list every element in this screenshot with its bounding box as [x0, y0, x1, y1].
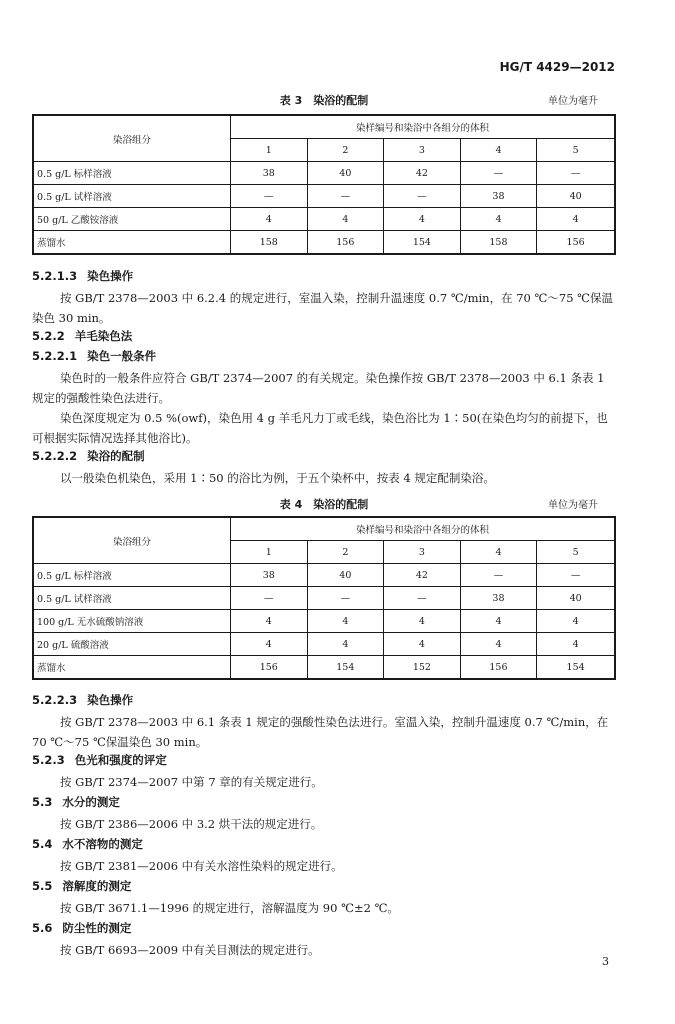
cell: 4 — [231, 610, 308, 633]
section-title: 染浴的配制 — [87, 449, 145, 463]
heading-5-2-2-1 — [32, 348, 156, 364]
table-row — [33, 610, 615, 633]
cell: — — [231, 185, 308, 208]
cell: — — [460, 162, 537, 185]
heading-5-3 — [32, 794, 120, 810]
section-number: 5.6 — [32, 921, 53, 935]
cell: 40 — [537, 185, 615, 208]
cell: — — [537, 162, 615, 185]
section-title: 溶解度的测定 — [62, 879, 132, 893]
table3-span-header: 染样编号和染浴中各组分的体积 — [231, 115, 616, 139]
table3-col-number: 5 — [537, 139, 615, 162]
cell: 4 — [537, 633, 615, 656]
heading-5-2-2-3 — [32, 692, 133, 708]
row-label: 蒸馏水 — [33, 656, 231, 680]
table3-col-number: 2 — [307, 139, 384, 162]
table3-caption: 表 3 染浴的配制 — [279, 94, 369, 107]
cell: — — [384, 587, 461, 610]
cell: 40 — [537, 587, 615, 610]
table3-col-number: 1 — [231, 139, 308, 162]
cell: 4 — [231, 208, 308, 231]
cell: 158 — [231, 231, 308, 255]
section-number: 5.4 — [32, 837, 53, 851]
cell: 4 — [384, 633, 461, 656]
cell: 40 — [307, 564, 384, 587]
table-row — [33, 185, 615, 208]
section-number: 5.2.3 — [32, 753, 65, 767]
paragraph-5-2-2-3: 按 GB/T 2378—2003 中 6.1 条表 1 规定的强酸性染色法进行。室温入染，控制升温速度 0.7 ℃/min，在 70 ℃～75 ℃保温染色 30 min。 — [32, 715, 609, 749]
heading-5-2-2 — [32, 328, 132, 344]
section-title: 染色一般条件 — [87, 349, 157, 363]
cell: — — [307, 587, 384, 610]
cell: 156 — [537, 231, 615, 255]
table4-caption: 表 4 染浴的配制 — [279, 498, 369, 511]
cell: 154 — [537, 656, 615, 680]
row-label: 蒸馏水 — [33, 231, 231, 255]
section-number: 5.2.2 — [32, 329, 65, 343]
cell: 4 — [307, 610, 384, 633]
section-title: 水不溶物的测定 — [62, 837, 143, 851]
paragraph-5-2-3: 按 GB/T 2374—2007 中第 7 章的有关规定进行。 — [60, 775, 323, 789]
cell: 42 — [384, 564, 461, 587]
document-header: HG/T 4429—2012 — [499, 60, 615, 74]
cell: — — [231, 587, 308, 610]
heading-5-4 — [32, 836, 143, 852]
cell: 4 — [537, 208, 615, 231]
heading-5-2-2-2 — [32, 448, 145, 464]
table3 — [32, 114, 616, 255]
table-row — [33, 231, 615, 255]
table4-col-number: 3 — [384, 541, 461, 564]
cell: 38 — [460, 587, 537, 610]
cell: 38 — [231, 564, 308, 587]
section-title: 色光和强度的评定 — [74, 753, 167, 767]
paragraph-5-2-2-1-b: 染色深度规定为 0.5 %(owf)，染色用 4 g 羊毛凡力丁或毛线，染色浴比为 1∶50(在染色均匀的前提下，也可根据实际情况选择其他浴比)。 — [32, 411, 608, 445]
cell: 4 — [537, 610, 615, 633]
cell: — — [537, 564, 615, 587]
table4-unit: 单位为毫升 — [548, 500, 598, 511]
section-number: 5.2.2.3 — [32, 693, 78, 707]
paragraph-5-5: 按 GB/T 3671.1—1996 的规定进行，溶解温度为 90 ℃±2 ℃。 — [60, 901, 399, 915]
section-number: 5.2.2.2 — [32, 449, 78, 463]
page-number: 3 — [602, 955, 609, 968]
table4-col-number: 5 — [537, 541, 615, 564]
row-label: 0.5 g/L 标样溶液 — [33, 564, 231, 587]
row-label: 20 g/L 硫酸溶液 — [33, 633, 231, 656]
section-number: 5.5 — [32, 879, 53, 893]
section-number: 5.2.1.3 — [32, 269, 78, 283]
cell: 4 — [231, 633, 308, 656]
cell: — — [384, 185, 461, 208]
paragraph-5-2-2-2: 以一般染色机染色，采用 1∶50 的浴比为例，于五个染杯中，按表 4 规定配制染浴。 — [60, 471, 495, 485]
section-number: 5.3 — [32, 795, 53, 809]
table-row — [33, 656, 615, 680]
cell: 4 — [307, 633, 384, 656]
cell: 156 — [460, 656, 537, 680]
section-title: 羊毛染色法 — [74, 329, 133, 343]
table3-caption-row — [32, 92, 616, 110]
cell: 4 — [460, 633, 537, 656]
table3-group-header: 染浴组分 — [33, 115, 231, 162]
table4-group-header: 染浴组分 — [33, 517, 231, 564]
paragraph-5-3: 按 GB/T 2386—2006 中 3.2 烘干法的规定进行。 — [60, 817, 323, 831]
cell: 154 — [384, 231, 461, 255]
table4-caption-row — [32, 496, 616, 514]
table3-col-number: 4 — [460, 139, 537, 162]
paragraph-5-2-1-3: 按 GB/T 2378—2003 中 6.2.4 的规定进行，室温入染，控制升温速度 0.7 ℃/min，在 70 ℃～75 ℃保温染色 30 min。 — [32, 291, 614, 325]
row-label: 100 g/L 无水硫酸钠溶液 — [33, 610, 231, 633]
cell: 156 — [231, 656, 308, 680]
heading-5-2-1-3 — [32, 268, 133, 284]
paragraph-5-6: 按 GB/T 6693—2009 中有关目测法的规定进行。 — [60, 943, 320, 957]
cell: 40 — [307, 162, 384, 185]
paragraph-5-2-2-1-a: 染色时的一般条件应符合 GB/T 2374—2007 的有关规定。染色操作按 GB/T 2378—2003 中 6.1 条表 1 规定的强酸性染色法进行。 — [32, 371, 605, 405]
table-row — [33, 162, 615, 185]
cell: — — [307, 185, 384, 208]
cell: — — [460, 564, 537, 587]
cell: 4 — [460, 610, 537, 633]
section-title: 防尘性的测定 — [62, 921, 132, 935]
cell: 38 — [460, 185, 537, 208]
table4-col-number: 2 — [307, 541, 384, 564]
cell: 156 — [307, 231, 384, 255]
row-label: 0.5 g/L 试样溶液 — [33, 185, 231, 208]
heading-5-2-3 — [32, 752, 167, 768]
paragraph-5-4: 按 GB/T 2381—2006 中有关水溶性染料的规定进行。 — [60, 859, 343, 873]
cell: 158 — [460, 231, 537, 255]
table3-unit: 单位为毫升 — [548, 96, 598, 107]
section-title: 染色操作 — [87, 693, 134, 707]
heading-5-5 — [32, 878, 131, 894]
section-title: 染色操作 — [87, 269, 134, 283]
row-label: 0.5 g/L 标样溶液 — [33, 162, 231, 185]
row-label: 0.5 g/L 试样溶液 — [33, 587, 231, 610]
cell: 152 — [384, 656, 461, 680]
table4-span-header: 染样编号和染浴中各组分的体积 — [231, 517, 616, 541]
cell: 38 — [231, 162, 308, 185]
cell: 4 — [384, 208, 461, 231]
table4 — [32, 516, 616, 680]
table3-col-number: 3 — [384, 139, 461, 162]
cell: 154 — [307, 656, 384, 680]
section-number: 5.2.2.1 — [32, 349, 78, 363]
row-label: 50 g/L 乙酸铵溶液 — [33, 208, 231, 231]
table4-col-number: 4 — [460, 541, 537, 564]
heading-5-6 — [32, 920, 131, 936]
section-title: 水分的测定 — [62, 795, 120, 809]
table-row — [33, 633, 615, 656]
table-row — [33, 208, 615, 231]
cell: 42 — [384, 162, 461, 185]
cell: 4 — [307, 208, 384, 231]
cell: 4 — [384, 610, 461, 633]
cell: 4 — [460, 208, 537, 231]
table4-col-number: 1 — [231, 541, 308, 564]
table-row — [33, 587, 615, 610]
table-row — [33, 564, 615, 587]
